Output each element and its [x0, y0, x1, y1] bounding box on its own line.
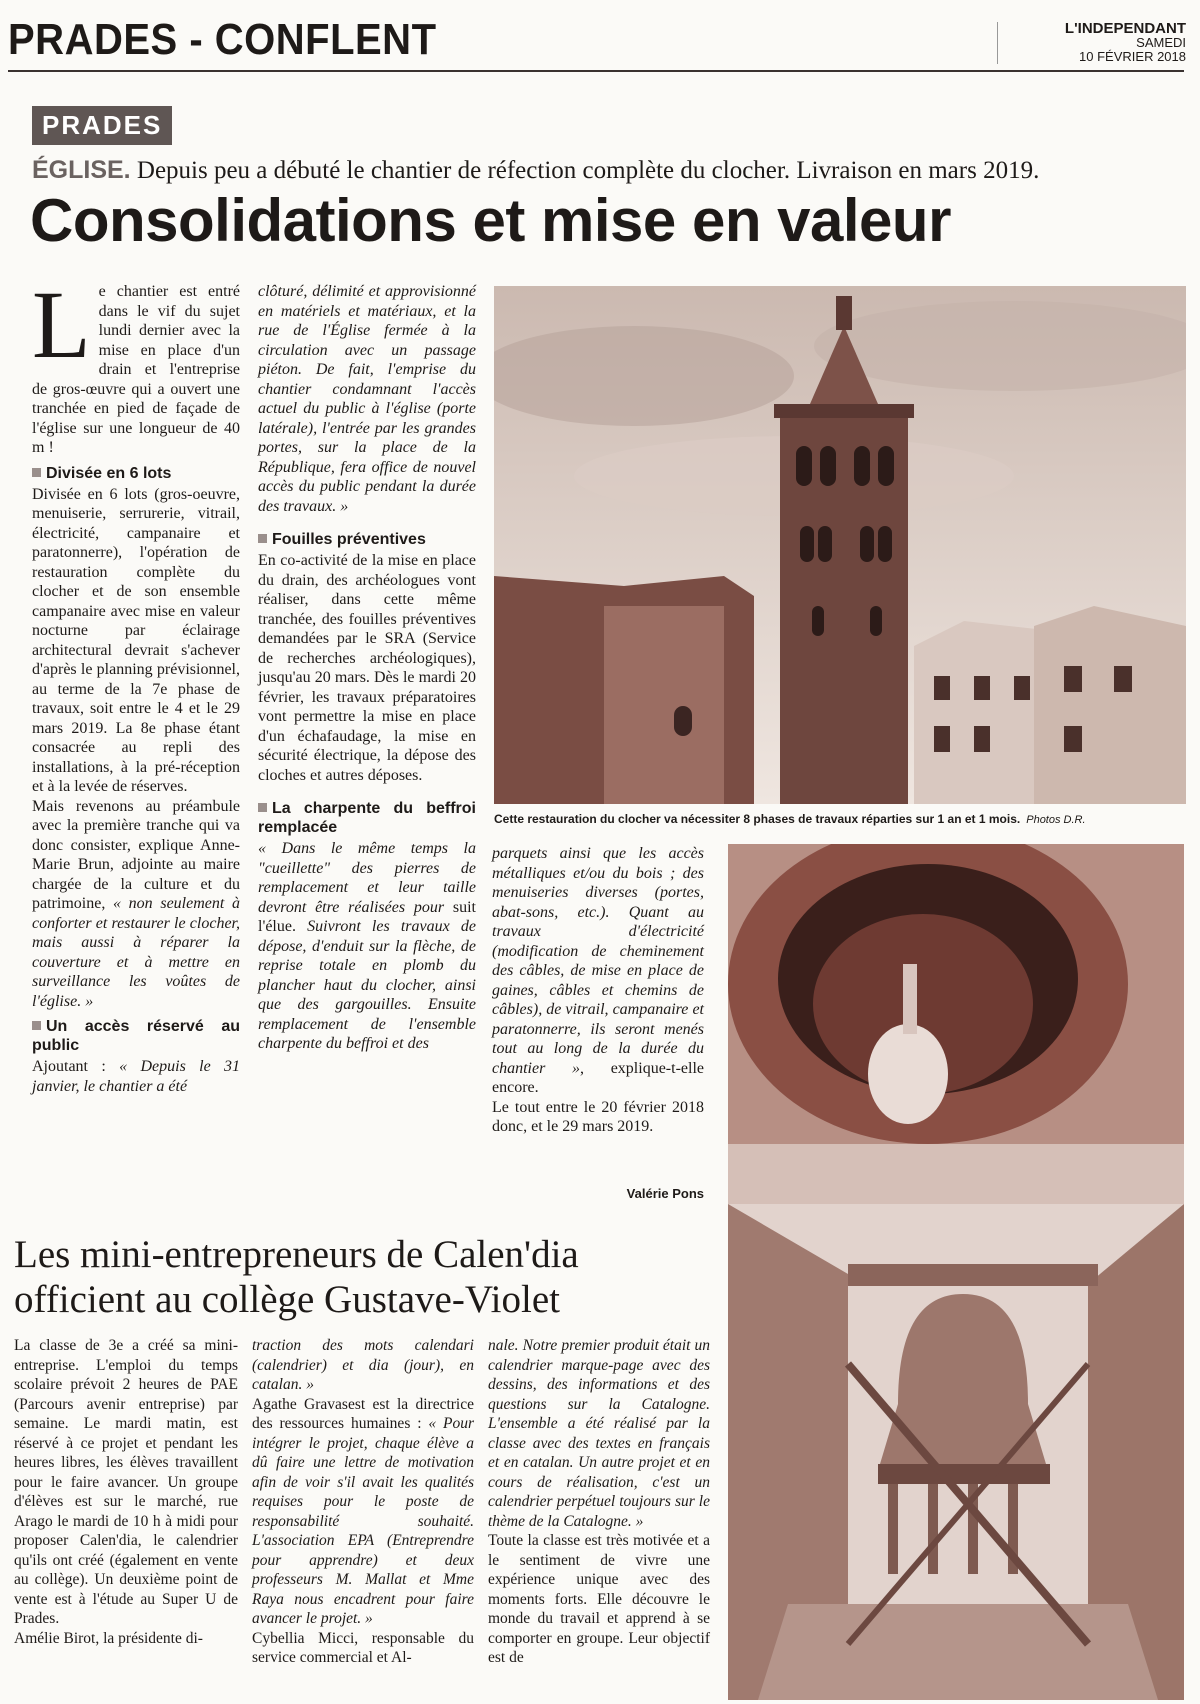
bullet-square-icon	[258, 803, 267, 812]
photo-clocher	[494, 286, 1186, 804]
kicker	[32, 156, 1182, 185]
article1-column-1	[32, 271, 241, 1096]
photo-caption: Cette restauration du clocher va nécessiter 8 phases de travaux réparties sur 1 an et 1 mois. Photos D.R.	[494, 812, 1086, 826]
photo-credit: Photos D.R.	[1026, 814, 1086, 826]
paragraph-parquets: parquets ainsi que les accès métalliques et/ou du bois ; des menuiseries diverses (portes, abat-sons, etc.). Quant au travaux d'électricité (modification de cheminement des câbles, de mise en place de gaines, câbles et chemins de câbles), de vitrail, campanaire et paratonnerre, ils seront menés tout au long de la durée du chantier », explique-t-elle encore.	[492, 845, 704, 1096]
bullet-square-icon	[32, 468, 41, 477]
issue-day: SAMEDI	[1136, 35, 1186, 50]
kicker-text: Depuis peu a débuté le chantier de réfection complète du clocher. Livraison en mars 2019.	[130, 157, 1040, 184]
bullet-square-icon	[32, 1021, 41, 1030]
headline: Consolidations et mise en valeur	[30, 187, 951, 254]
subhead-charpente: La charpente du beffroi remplacée	[258, 800, 476, 836]
article1-column-3	[492, 844, 704, 1137]
article1-column-2	[258, 282, 476, 1054]
issue-date: 10 FÉVRIER 2018	[1079, 49, 1186, 64]
paragraph-mini-entreprise: La classe de 3e a créé sa mini-entreprise. L'emploi du temps scolaire prévoit 2 heures de PAE (Parcours avenir entreprise) par semaine. Le mardi matin, est réservé à ce projet et pendant les heures libres, les élèves travaillent pour le faire avancer. Un groupe d'élèves est sur le marché, rue Arago le mardi de 10 h à midi pour proposer Calen'dia, le calendrier qu'ils ont créé (également en vente au collège). Un deuxième point de vente est à l'étude au Super U de Prades.	[14, 1337, 238, 1627]
paragraph-cloture: clôturé, délimité et approvisionné en matériels et matériaux, et la rue de l'Église fermée à la circulation avec un passage piéton. De fait, l'emprise du chantier condamnant l'accès actuel du public à l'église (porte latérale), l'entrée par les grandes portes, sur la place de la République, fera office de nouvel accès du public pendant la durée des travaux. »	[258, 283, 476, 515]
paragraph-dates: Le tout entre le 20 février 2018 donc, et le 29 mars 2019.	[492, 1098, 704, 1135]
subhead-acces: Un accès réservé au public	[32, 1018, 240, 1054]
bell-image	[728, 844, 1184, 1700]
article2-headline: Les mini-entrepreneurs de Calen'dia officient au collège Gustave-Violet	[14, 1233, 579, 1321]
dropcap: L	[32, 271, 91, 378]
paragraph-traction: traction des mots calendari (calendrier) et dia (jour), en catalan. »	[252, 1337, 474, 1393]
signature: Valérie Pons	[626, 1186, 704, 1201]
paragraph-ajoutant: Ajoutant : « Depuis le 31 janvier, le chantier a été	[32, 1058, 241, 1095]
paragraph-preambule: Mais revenons au préambule avec la première tranche qui va donc consister, explique Anne-Marie Brun, adjointe au maire chargée de la culture et du patrimoine, « non seulement à conforter et restaurer le clocher, mais aussi à réparer la couverture et à mettre en surveillance les voûtes de l'église. »	[32, 797, 241, 1010]
paragraph-produit: nale. Notre premier produit était un calendrier marque-page avec des dessins, des informations et des questions sur la Catalogne. L'ensemble a été réalisé par la classe avec des textes en français et en catalan. Un autre projet et en cours de réalisation, c'est un calendrier perpétuel toujours sur le thème de la Catalogne. »	[488, 1337, 710, 1530]
intro-paragraph: e chantier est entré dans le vif du sujet lundi dernier avec la mise en place d'un drain et l'entreprise de gros-œuvre qui a ouvert une tranchée en pied de façade de l'église sur une longueur de 40 m !	[32, 283, 240, 456]
paragraph-drh: Agathe Gravasest est la directrice des ressources humaines : « Pour intégrer le projet, chaque élève a dû faire une lettre de motivation afin de voir s'il avait les qualités requises pour le poste de responsabilité souhaité. L'association EPA (Entreprendre pour apprendre) et deux professeurs M. Mallat et Mme Raya nous encadrent pour faire avancer le projet. »	[252, 1395, 475, 1627]
newspaper-info	[997, 22, 1186, 64]
paragraph-presidente: Amélie Birot, la présidente di-	[14, 1629, 203, 1647]
paragraph-classe: Toute la classe est très motivée et a le sentiment de vivre une expérience unique avec des moments forts. Elle découvre le monde du travail et apprend à se comporter en groupe. Leur objectif est de	[488, 1532, 710, 1666]
location-tag: PRADES	[32, 106, 172, 145]
paragraph-fouilles: En co-activité de la mise en place du drain, des archéologues vont réaliser, dans cette même tranchée, des fouilles préventives demandées par le SRA (Service de recherches archéologiques), jusqu'au 20 mars. Dès le mardi 20 février, les travaux préparatoires vont permettre la mise en place d'un échafaudage, la mise en sécurité électrique, la dépose des cloches et autres déposes.	[258, 552, 476, 784]
bullet-square-icon	[258, 534, 267, 543]
paragraph-charpente: « Dans le même temps la "cueillette" des pierres de remplacement et leur taille devront être réalisées pour suit l'élue. Suivront les travaux de dépose, d'enduit sur la flèche, de reprise totale en plomb du plancher haut du clocher, ainsi que des gargouilles. Ensuite remplacement de l'ensemble charpente du beffroi et des	[258, 840, 476, 1052]
photo-cloches	[728, 844, 1184, 1700]
newspaper-name: L'INDEPENDANT	[1064, 20, 1186, 37]
kicker-label: ÉGLISE.	[32, 156, 131, 184]
subhead-fouilles: Fouilles préventives	[258, 530, 476, 549]
masthead-rule	[8, 70, 1184, 72]
paragraph-commercial: Cybellia Micci, responsable du service commercial et Al-	[252, 1629, 474, 1666]
section-masthead: PRADES - CONFLENT	[8, 16, 437, 64]
subhead-lots: Divisée en 6 lots	[32, 464, 240, 483]
article2-column-1	[14, 1336, 238, 1648]
church-tower-image	[494, 286, 1186, 804]
article2-column-3	[488, 1336, 710, 1668]
article2-column-2	[252, 1336, 474, 1668]
paragraph-lots: Divisée en 6 lots (gros-oeuvre, menuiserie, serrurerie, vitrail, électricité, campanaire et paratonnerre), l'opération de restauration complète du clocher et de son ensemble campanaire avec mise en valeur nocturne par éclairage architectural devrait s'achever d'après le planning prévisionnel, au terme de la 7e phase de travaux, soit entre le 4 et le 29 mars 2019. La 8e phase étant consacrée au repli des installations, à la pré-réception et à la levée de réserves.	[32, 485, 240, 795]
